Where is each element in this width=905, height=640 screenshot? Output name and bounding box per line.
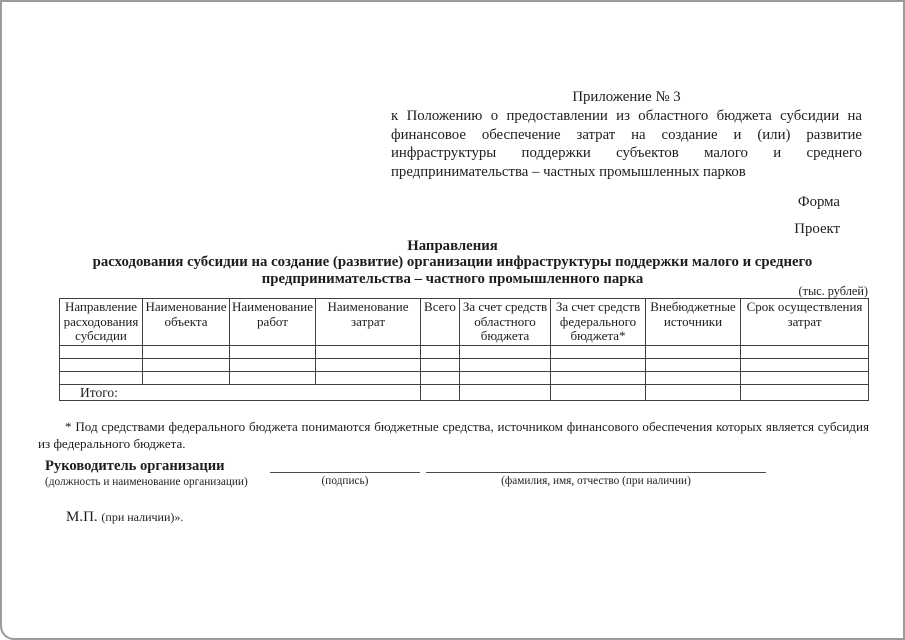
document-title-line2: расходования субсидии на создание (развитие) организации инфраструктуры поддержки малого и среднего [92, 254, 813, 271]
stamp-block [66, 509, 183, 526]
signature-head-sublabel: (должность и наименование организации) [45, 476, 248, 488]
footnote: * Под средствами федерального бюджета понимаются бюджетные средства, источником финансового обеспечения которых является субсидия из федерального бюджета. [38, 419, 869, 452]
table-cell [421, 372, 460, 385]
table-cell [646, 346, 741, 359]
directions-table [59, 298, 869, 401]
table-empty-rows [60, 346, 869, 385]
table-cell [741, 359, 869, 372]
appendix-title: Приложение № 3 [572, 89, 681, 105]
table-cell [230, 346, 316, 359]
table-cell [316, 359, 421, 372]
table-row [60, 359, 869, 372]
signature-head-label: Руководитель организации [45, 458, 225, 474]
column-header-term: Срок осуществления затрат [741, 299, 869, 346]
table-cell [60, 359, 143, 372]
table-row [60, 346, 869, 359]
table-cell [60, 372, 143, 385]
document-title-line3: предпринимательства – частного промышленного парка [261, 270, 644, 287]
table-row [60, 372, 869, 385]
table-cell [460, 359, 551, 372]
column-header-regional-budget: За счет средств областного бюджета [460, 299, 551, 346]
column-header-costs-name: Наименование затрат [316, 299, 421, 346]
total-value-cell [460, 385, 551, 401]
column-header-extrabudget: Внебюджетные источники [646, 299, 741, 346]
signature-line [270, 472, 420, 473]
document-title-line1: Направления [407, 238, 498, 254]
table-cell [551, 346, 646, 359]
column-header-federal-budget: За счет средств федерального бюджета* [551, 299, 646, 346]
fullname-line [426, 472, 766, 473]
table-cell [646, 372, 741, 385]
table-cell [230, 359, 316, 372]
column-header-object-name: Наименование объекта [143, 299, 230, 346]
total-row [60, 385, 869, 401]
table-cell [460, 372, 551, 385]
table-cell [421, 346, 460, 359]
appendix-body: к Положению о предоставлении из областного бюджета субсидии на финансовое обеспечение затрат на создание и (или) развитие инфраструктуры поддержки субъектов малого и среднего предпринимательства – частных промышленных парков [391, 107, 862, 181]
fullname-label: (фамилия, имя, отчество (при наличии) [501, 475, 691, 487]
column-header-total: Всего [421, 299, 460, 346]
form-label: Форма [797, 194, 840, 210]
table-cell [230, 372, 316, 385]
table-cell [646, 359, 741, 372]
table-cell [316, 346, 421, 359]
table-cell [551, 372, 646, 385]
table-cell [143, 346, 230, 359]
table-cell [460, 346, 551, 359]
total-value-cell [741, 385, 869, 401]
table-cell [741, 372, 869, 385]
table-header-row [60, 299, 869, 346]
stamp-label: М.П. [66, 509, 98, 525]
total-label-cell: Итого: [60, 385, 421, 401]
total-value-cell [551, 385, 646, 401]
table-cell [551, 359, 646, 372]
table-cell [143, 359, 230, 372]
column-header-works-name: Наименование работ [230, 299, 316, 346]
table-cell [60, 346, 143, 359]
project-label: Проект [794, 221, 840, 237]
table-cell [316, 372, 421, 385]
total-value-cell [646, 385, 741, 401]
units-note: (тыс. рублей) [798, 284, 868, 298]
document-title [2, 238, 903, 287]
signature-label: (подпись) [321, 475, 369, 487]
stamp-note: (при наличии)». [101, 510, 184, 524]
appendix-block [391, 88, 862, 182]
table-cell [421, 359, 460, 372]
table-cell [741, 346, 869, 359]
column-header-direction: Направление расходования субсидии [60, 299, 143, 346]
table-cell [143, 372, 230, 385]
total-value-cell [421, 385, 460, 401]
